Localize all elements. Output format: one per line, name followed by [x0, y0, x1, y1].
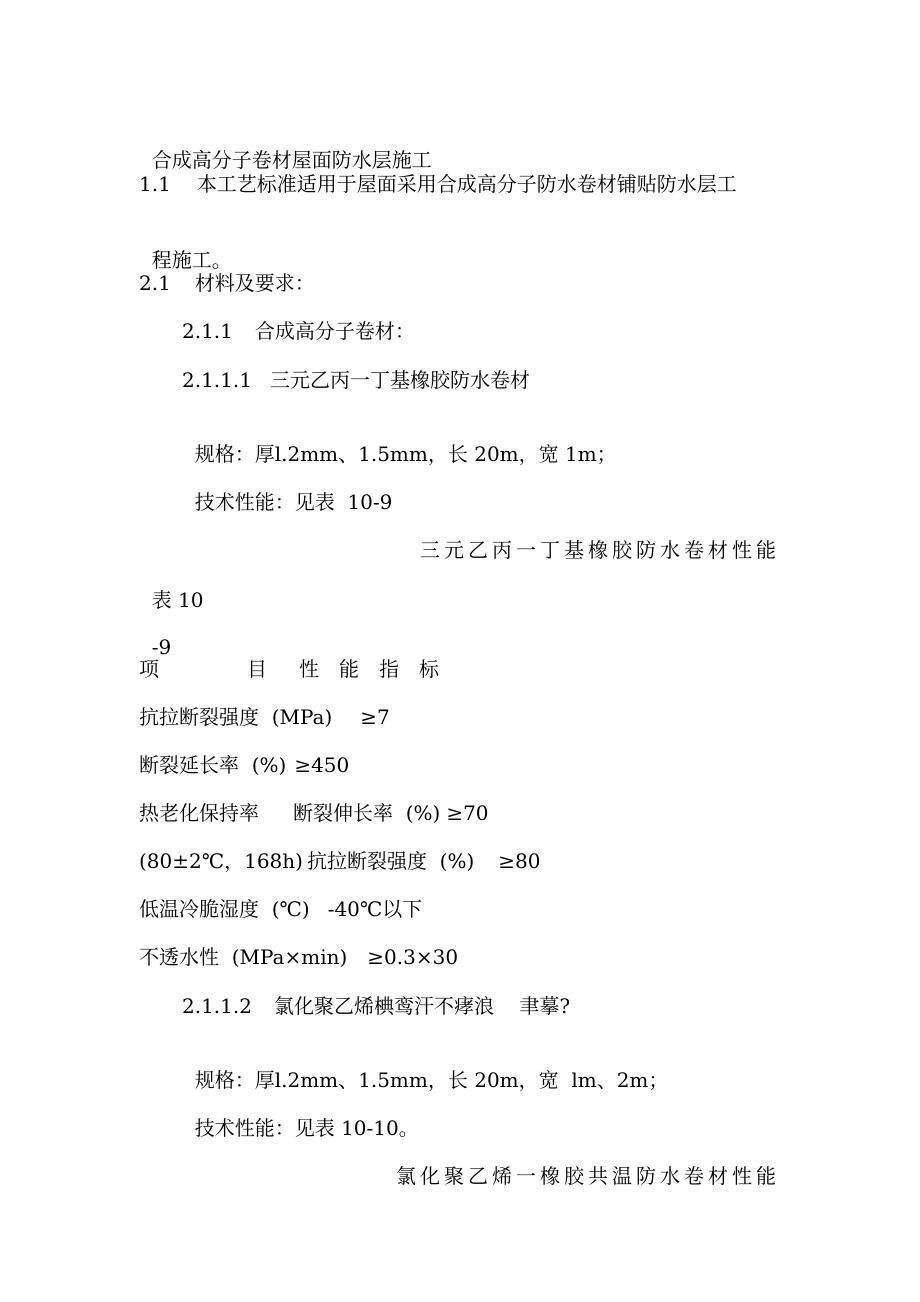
section-2-1-1-2	[182, 993, 570, 1019]
section-text: 三元乙丙一丁基橡胶防水卷材	[269, 368, 530, 392]
section-1-1-continued: 程施工。	[151, 248, 232, 272]
table-title: 三元乙丙一丁基橡胶防水卷材性能	[420, 538, 780, 562]
row-item: (80±2℃，168h)	[139, 849, 303, 873]
row-item: 不透水性 (MPa×min)	[139, 945, 348, 969]
table-label-continued: -9	[151, 635, 172, 659]
row-sub: 断裂伸长率 (%)	[293, 801, 441, 825]
row-value: ≥7	[360, 705, 390, 729]
row-sub: 抗拉断裂强度 (%)	[306, 849, 475, 873]
row-item: 断裂延长率 (%)	[139, 753, 287, 777]
table-row	[139, 944, 458, 970]
table-row	[139, 704, 390, 730]
section-number: 2.1.1	[182, 319, 233, 343]
section-1-1	[139, 171, 737, 197]
section-number: 2.1	[139, 271, 171, 295]
section-text: 合成高分子卷材：	[254, 319, 415, 343]
table-title: 氯化聚乙烯一橡胶共温防水卷材性能	[396, 1164, 780, 1188]
section-text: 本工艺标准适用于屋面采用合成高分子防水卷材铺贴防水层工	[196, 172, 737, 196]
row-item: 热老化保持率	[139, 801, 259, 825]
spec-line: 规格：厚l.2mm、1.5mm，长 20m，宽 1m；	[194, 442, 617, 466]
section-number: 2.1.1.2	[182, 994, 252, 1018]
section-text: 材料及要求：	[194, 271, 315, 295]
tech-line: 技术性能：见表 10-10。	[194, 1116, 419, 1140]
row-value: ≥80	[498, 849, 541, 873]
row-value: -40℃以下	[327, 897, 423, 921]
table-row	[139, 896, 422, 922]
section-2-1-1-1	[182, 367, 530, 393]
section-text: 氯化聚乙烯椣鸾汗不痚浪 聿摹?	[273, 994, 571, 1018]
row-value: ≥0.3×30	[367, 945, 459, 969]
header-cell: 性	[299, 657, 319, 681]
table-row	[139, 800, 489, 826]
row-value: ≥450	[294, 753, 350, 777]
row-item: 低温冷脆湿度 (℃)	[139, 897, 310, 921]
row-item: 抗拉断裂强度 (MPa)	[139, 705, 333, 729]
header-cell: 标	[419, 657, 439, 681]
table-row	[139, 752, 349, 778]
header-cell: 项	[139, 657, 159, 681]
header-cell: 指	[379, 657, 399, 681]
section-number: 1.1	[139, 172, 171, 196]
section-number: 2.1.1.1	[182, 368, 252, 392]
table-header	[139, 656, 439, 682]
table-row	[139, 848, 541, 874]
document-title: 合成高分子卷材屋面防水层施工	[151, 148, 432, 172]
section-2-1-1	[182, 318, 415, 344]
header-cell: 目	[247, 657, 267, 681]
table-label: 表 10	[151, 588, 204, 612]
section-2-1	[139, 270, 315, 296]
spec-line: 规格：厚l.2mm、1.5mm，长 20m，宽 lm、2m；	[194, 1068, 669, 1092]
row-value: ≥70	[446, 801, 489, 825]
header-cell: 能	[339, 657, 359, 681]
tech-line: 技术性能：见表 10-9	[194, 490, 393, 514]
